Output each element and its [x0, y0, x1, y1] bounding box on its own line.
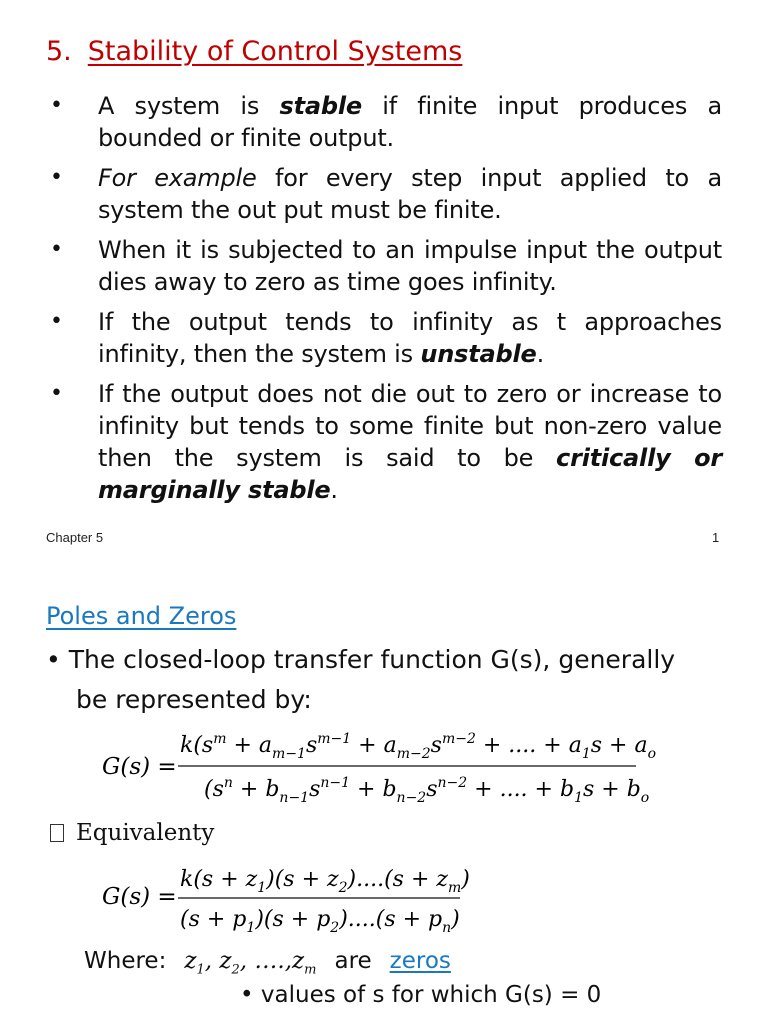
eq1-numerator: $k(s^m + a_{m-1}s^{m-1} + a_{m-2}s^{m-2}$ + .... + $a_1s + a_o$ [180, 731, 656, 762]
footer-chapter: Chapter 5 [46, 530, 104, 545]
bullet-text-part: When it is subjected to an impulse input the output dies away to zero as time goes infinity. [98, 236, 722, 296]
sub-bullet-text: values of s for which G(s) = 0 [260, 982, 602, 1008]
footer-page-number: 1 [712, 530, 720, 545]
bullet-text-part: unstable [420, 340, 537, 368]
intro-bullet: • [46, 645, 61, 674]
bullet-item [50, 234, 722, 298]
title-text: Stability of Control Systems [87, 36, 463, 67]
eq1-lhs: G(s) = [102, 754, 177, 780]
bullet-dot: • [50, 165, 63, 190]
bullet-text-part: . [330, 476, 338, 504]
where-are: are [334, 948, 372, 974]
bullet-text-part: For example [98, 164, 257, 192]
zeros-link[interactable]: zeros [389, 948, 451, 974]
bullet-text-part: . [536, 340, 545, 368]
bullet-text-part: critically or marginally stable [98, 444, 722, 504]
bullet-text-part: If the output does not die out to zero or increase to infinity but tends to some finite but non-zero value then the system is said to be [98, 380, 722, 472]
bullet-dot: • [50, 309, 63, 334]
factored-equation [100, 858, 500, 942]
intro-text-2: be represented by: [76, 685, 312, 714]
bullet-text [98, 90, 722, 154]
eq2-numerator: $k(s + z_1)(s + z_2)....(s + z_m)$ [180, 867, 470, 896]
bullet-box-icon [50, 824, 64, 842]
transfer-function-equation [100, 722, 660, 816]
where-label: Where: [84, 948, 167, 974]
intro-line-1 [46, 644, 736, 676]
zeros-definition [240, 982, 601, 1008]
zeros-variables: $z_1$, $z_2$, $\dots.,z_m$ [184, 948, 317, 978]
title-number: 5. [46, 36, 72, 67]
intro-text-1: The closed-loop transfer function G(s), generally [68, 645, 676, 674]
bullet-list [50, 90, 722, 514]
bullet-text-part: if finite input produces a bounded or finite output. [98, 92, 722, 152]
bullet-text-part: stable [279, 92, 362, 120]
sub-bullet-dot: • [240, 982, 254, 1008]
bullet-item [50, 162, 722, 226]
eq1-denominator: ($s^n + b_{n-1}s^{n-1} + b_{n-2}s^{n-2}$ + .... + $b_1s + b_o$ [204, 775, 650, 806]
bullet-dot: • [50, 93, 63, 118]
slide-2 [0, 570, 768, 1024]
bullet-text-part: A system is [98, 92, 280, 120]
poles-zeros-heading[interactable]: Poles and Zeros [46, 602, 237, 630]
eq2-denominator: $(s + p_1)(s + p_2)....(s + p_n)$ [180, 907, 460, 936]
where-line [84, 948, 451, 978]
eq2-lhs: G(s) = [102, 884, 177, 910]
bullet-text-part: for every step input applied to a system the out put must be finite. [98, 164, 722, 224]
bullet-dot: • [50, 381, 63, 406]
bullet-text [98, 162, 722, 226]
equivalently-label: Equivalenty [76, 820, 215, 846]
bullet-item [50, 378, 722, 506]
bullet-text [98, 378, 722, 506]
slide-title [46, 36, 462, 67]
bullet-item [50, 306, 722, 370]
bullet-item [50, 90, 722, 154]
bullet-text [98, 306, 722, 370]
bullet-text [98, 234, 722, 298]
bullet-dot: • [50, 237, 63, 262]
equivalently-line [50, 820, 214, 846]
bullet-text-part: If the output tends to infinity as t approaches infinity, then the system is [98, 308, 722, 368]
